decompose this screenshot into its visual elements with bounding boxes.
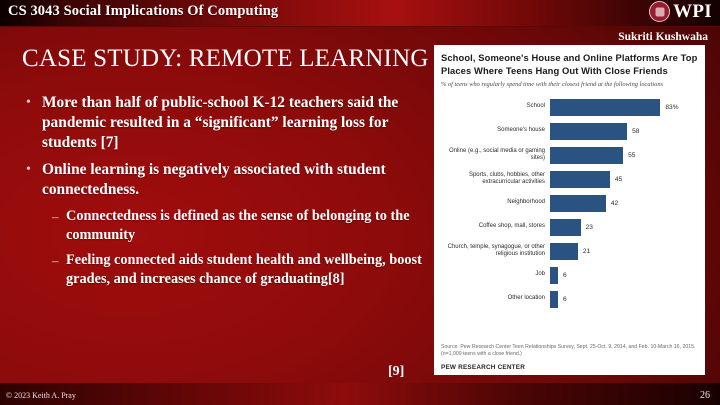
chart-bar-wrapper	[550, 122, 698, 141]
bullet-item	[26, 160, 426, 200]
chart-bar	[550, 267, 558, 284]
pew-chart-image	[434, 45, 705, 375]
bullet-marker: –	[52, 209, 59, 224]
chart-subtitle: % of teens who regularly spend time with their closest friend at the following locations	[441, 81, 663, 88]
chart-bar-wrapper	[550, 194, 698, 213]
chart-value-label: 58	[632, 127, 640, 135]
chart-category-label: Sports, clubs, hobbies, other extracurricular activities	[468, 171, 545, 185]
author-name: Sukriti Kushwaha	[618, 31, 708, 43]
sub-bullet-item	[52, 207, 426, 245]
chart-category-label: Coffee shop, mall, stores	[478, 223, 545, 230]
chart-bar-wrapper	[550, 266, 698, 285]
bullet-text: More than half of public-school K-12 teachers said the pandemic resulted in a “significant” learning loss for students [7]	[42, 94, 399, 151]
slide-footer-bar	[0, 383, 720, 405]
chart-value-label: 23	[585, 223, 593, 231]
slide-body	[26, 93, 426, 295]
chart-category-label: Job	[535, 271, 545, 278]
bullet-item	[26, 93, 426, 153]
wpi-logo-text: WPI	[673, 1, 712, 22]
bullet-marker: •	[26, 95, 31, 110]
chart-bar-row	[441, 194, 698, 213]
chart-category-label: Online (e.g., social media or gaming sites)	[448, 147, 545, 161]
chart-bar-wrapper	[550, 146, 698, 165]
chart-bar-row	[441, 266, 698, 285]
image-citation: [9]	[388, 364, 405, 379]
chart-bar-row	[441, 242, 698, 261]
chart-bar-wrapper	[550, 290, 698, 309]
chart-value-label: 6	[562, 271, 567, 279]
chart-category-label: Someone's house	[497, 127, 545, 134]
chart-value-label: 42	[610, 199, 619, 207]
sub-bullet-item	[52, 251, 426, 289]
chart-bar	[550, 195, 606, 212]
chart-bar	[550, 243, 578, 260]
bullet-text: Feeling connected aids student health and wellbeing, boost grades, and increases chance of graduating[8]	[66, 252, 422, 287]
copyright-text: © 2023 Keith A. Pray	[6, 391, 76, 400]
slide-header-bar	[0, 0, 720, 27]
chart-bar-wrapper	[550, 98, 698, 117]
page-title: CASE STUDY: REMOTE LEARNING	[22, 45, 429, 72]
chart-value-label: 45	[614, 175, 623, 183]
chart-bar-wrapper	[550, 218, 698, 237]
chart-category-label: Church, temple, synagogue, or other religious institution	[447, 243, 545, 257]
page-number: 26	[700, 390, 710, 401]
chart-value-label: 83%	[665, 103, 679, 111]
wpi-logo	[649, 1, 712, 22]
chart-bar-row	[441, 98, 698, 117]
wpi-seal-icon	[649, 1, 670, 22]
chart-bar	[550, 147, 623, 164]
chart-title: School, Someone's House and Online Platforms Are Top Places Where Teens Hang Out With Close Friends	[441, 52, 698, 76]
chart-bar-wrapper	[550, 170, 698, 189]
chart-bar	[550, 171, 610, 188]
chart-category-label: Other location	[507, 295, 545, 302]
chart-source-note: Source: Pew Research Center Teen Relationships Survey, Sept. 25-Oct. 9, 2014, and Feb. 10-March 16, 2015. (n=1,009 teens with a close friend.)	[441, 344, 696, 357]
chart-bar-row	[441, 146, 698, 165]
bullet-marker: –	[52, 253, 59, 268]
chart-bar	[550, 291, 558, 308]
chart-bar	[550, 219, 581, 236]
chart-value-label: 6	[562, 295, 567, 303]
bullet-text: Online learning is negatively associated with student connectedness.	[42, 161, 386, 198]
chart-bar-row	[441, 122, 698, 141]
chart-plot-area	[441, 98, 698, 309]
chart-bar	[550, 123, 627, 140]
bullet-text: Connectedness is defined as the sense of belonging to the community	[66, 208, 410, 243]
bullet-marker: •	[26, 162, 31, 177]
chart-bar-row	[441, 218, 698, 237]
chart-category-label: School	[526, 103, 545, 110]
chart-bar-row	[441, 290, 698, 309]
course-title: CS 3043 Social Implications Of Computing	[8, 3, 279, 19]
chart-category-label: Neighborhood	[507, 199, 545, 206]
chart-bar-wrapper	[550, 242, 698, 261]
chart-brand-label: PEW RESEARCH CENTER	[441, 364, 526, 371]
chart-bar	[550, 99, 660, 116]
chart-value-label: 55	[628, 151, 636, 159]
chart-value-label: 21	[582, 247, 591, 255]
chart-bar-row	[441, 170, 698, 189]
